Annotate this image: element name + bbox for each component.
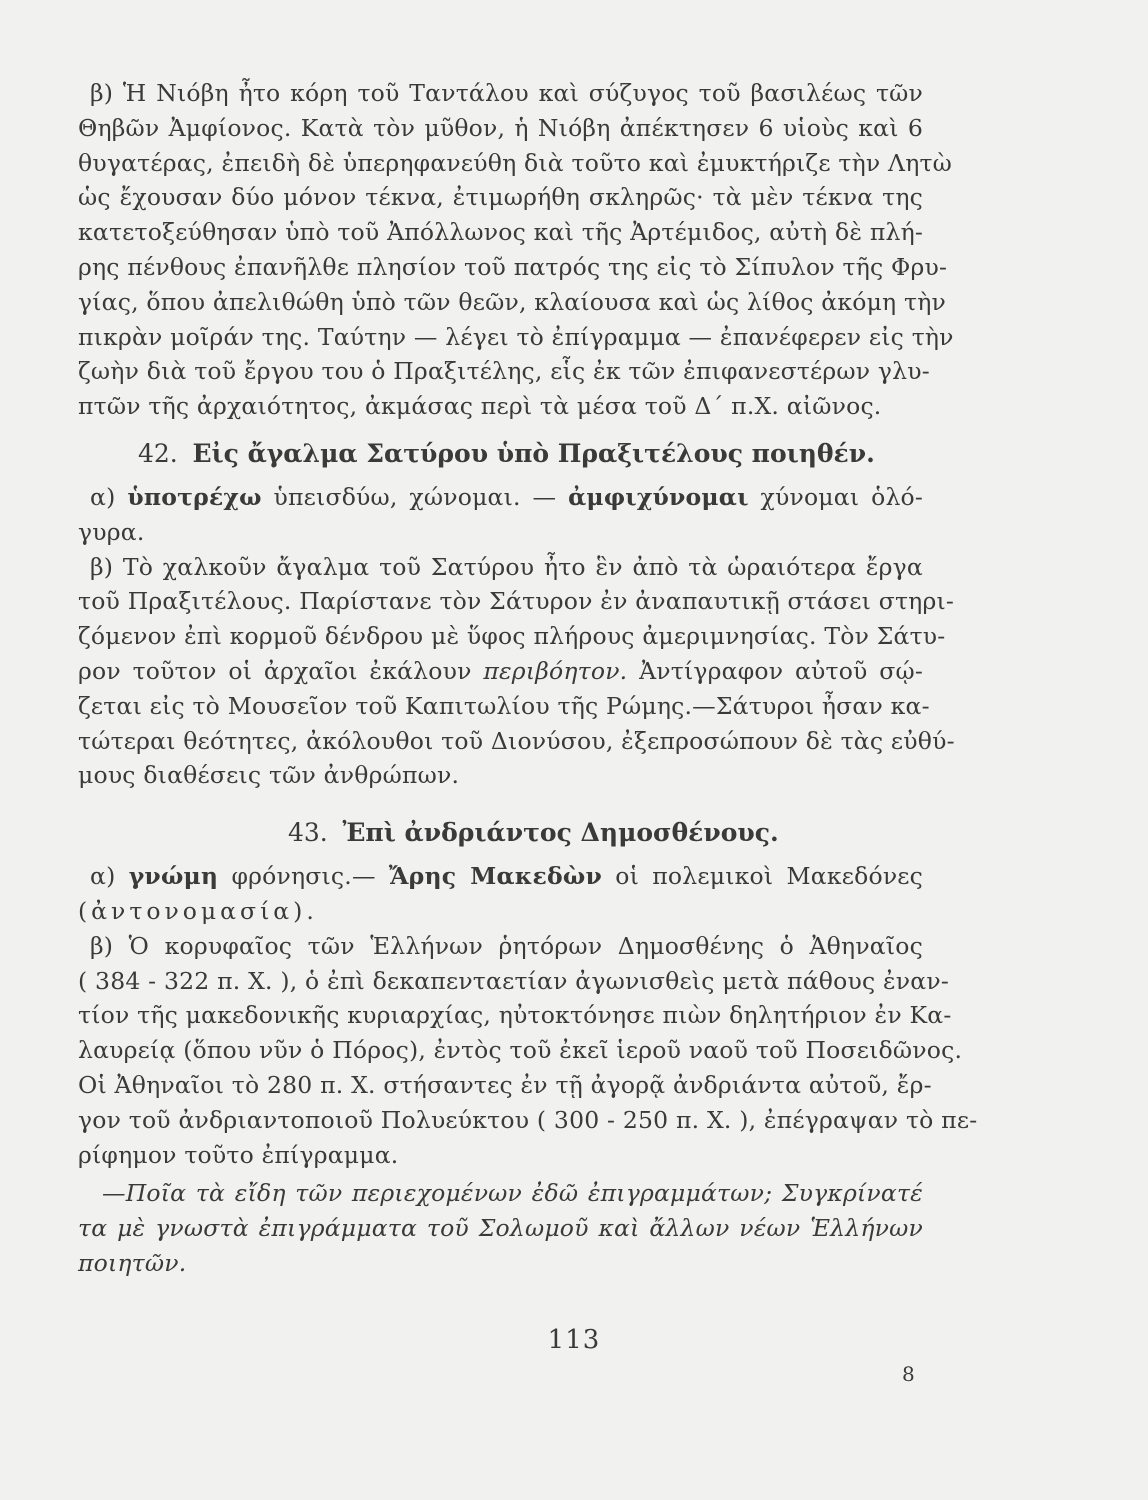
text-fragment: ρον τοῦτον οἱ ἀρχαῖοι ἐκάλουν (78, 656, 472, 685)
text-line: πικρὰν μοῖράν της. Ταύτην — λέγει τὸ ἐπίγραμμα — ἐπανέφερεν εἰς τὴν (78, 322, 954, 351)
text-line: μους διαθέσεις τῶν ἀνθρώπων. (78, 761, 460, 790)
glossary-term: Ἄρης Μακεδὼν (388, 862, 602, 891)
section-title: Εἰς ἄγαλμα Σατύρου ὑπὸ Πραξιτέλους ποιηθέν. (192, 438, 875, 468)
question-line: —Ποῖα τὰ εἴδη τῶν περιεχομένων ἐδῶ ἐπιγραμμάτων; Συγκρίνατέ (102, 1179, 923, 1208)
text-line: ζεται εἰς τὸ Μουσεῖον τοῦ Καπιτωλίου τῆς Ρώμης.—Σάτυροι ἦσαν κα- (78, 691, 930, 720)
glossary-term: γνώμη (128, 862, 219, 891)
glossary-term: ἀμφιχύνομαι (568, 482, 749, 511)
text-line: Θηβῶν Ἀμφίονος. Κατὰ τὸν μῦθον, ἡ Νιόβη ἀπέκτησεν 6 υἱοὺς καὶ 6 (78, 113, 923, 142)
glossary-definition: χύνομαι ὁλό- (760, 482, 924, 511)
section-title: Ἐπὶ ἀνδριάντος Δημοσθένους. (342, 818, 779, 848)
glossary-term: ὑποτρέχω (127, 482, 262, 511)
question-line: τα μὲ γνωστὰ ἐπιγράμματα τοῦ Σολωμοῦ καὶ ἄλλων νέων Ἑλλήνων (78, 1214, 923, 1243)
item-prefix: α) (90, 862, 116, 891)
text-line: γον τοῦ ἀνδριαντοποιοῦ Πολυεύκτου ( 300 - 250 π. Χ. ), ἐπέγραψαν τὸ πε- (78, 1105, 978, 1134)
glossary-definition: οἱ πολεμικοὶ Μακεδόνες (615, 862, 924, 891)
text-line: ρης πένθους ἐπανῆλθε πλησίον τοῦ πατρός της εἰς τὸ Σίπυλον τῆς Φρυ- (78, 252, 948, 281)
text-line: β) Ὁ κορυφαῖος τῶν Ἑλλήνων ῥητόρων Δημοσθένης ὁ Ἀθηναῖος (90, 931, 923, 960)
text-line: τοῦ Πραξιτέλους. Παρίστανε τὸν Σάτυρον ἐν ἀναπαυτικῇ στάσει στηρι- (78, 587, 955, 616)
text-line: ρίφημον τοῦτο ἐπίγραμμα. (78, 1140, 399, 1169)
text-line: Οἱ Ἀθηναῖοι τὸ 280 π. Χ. στήσαντες ἐν τῇ ἀγορᾷ ἀνδριάντα αὐτοῦ, ἔρ- (78, 1070, 932, 1099)
signature-mark: 8 (902, 1362, 915, 1386)
page-number: 113 (547, 1325, 601, 1355)
text-line: ὡς ἔχουσαν δύο μόνον τέκνα, ἐτιμωρήθη σκληρῶς· τὰ μὲν τέκνα της (78, 183, 923, 212)
page-body (78, 76, 978, 1281)
text-line: ( 384 - 322 π. Χ. ), ὁ ἐπὶ δεκαπενταετίαν ἀγωνισθεὶς μετὰ πάθους ἐναν- (78, 966, 949, 995)
glossary-line (78, 480, 923, 515)
glossary-line: γυρα. (78, 517, 145, 546)
section-heading-42 (78, 428, 923, 480)
glossary-line: (ἀντονομασία). (78, 896, 318, 925)
text-line (78, 654, 923, 689)
text-line: θυγατέρας, ἐπειδὴ δὲ ὑπερηφανεύθη διὰ τοῦτο καὶ ἐμυκτήριζε τὴν Λητὼ (78, 148, 953, 177)
text-line: κατετοξεύθησαν ὑπὸ τοῦ Ἀπόλλωνος καὶ τῆς Ἀρτέμιδος, αὐτὴ δὲ πλή- (78, 218, 923, 247)
text-line: β) Τὸ χαλκοῦν ἄγαλμα τοῦ Σατύρου ἦτο ἓν ἀπὸ τὰ ὡραιότερα ἔργα (90, 552, 923, 581)
glossary-definition: ὑπεισδύω, χώνομαι. — (273, 482, 557, 511)
item-prefix: α) (90, 482, 116, 511)
section-heading-43 (78, 807, 923, 859)
text-fragment: Ἀντίγραφον αὐτοῦ σῴ- (639, 656, 924, 685)
text-line: λαυρείᾳ (ὅπου νῦν ὁ Πόρος), ἐντὸς τοῦ ἐκεῖ ἱεροῦ ναοῦ τοῦ Ποσειδῶνος. (78, 1036, 963, 1065)
text-line: β) Ἡ Νιόβη ἦτο κόρη τοῦ Ταντάλου καὶ σύζυγος τοῦ βασιλέως τῶν (90, 79, 923, 107)
section-number: 43. (288, 818, 328, 848)
text-line: τίον τῆς μακεδονικῆς κυριαρχίας, ηὐτοκτόνησε πιὼν δηλητήριον ἐν Κα- (78, 1001, 952, 1030)
text-line: γίας, ὅπου ἀπελιθώθη ὑπὸ τῶν θεῶν, κλαίουσα καὶ ὡς λίθος ἀκόμη τὴν (78, 287, 946, 316)
italic-term: περιβόητον. (483, 656, 628, 685)
text-line: ζόμενον ἐπὶ κορμοῦ δένδρου μὲ ὕφος πλήρους ἀμεριμνησίας. Τὸν Σάτυ- (78, 622, 946, 651)
text-line: τώτεραι θεότητες, ἀκόλουθοι τοῦ Διονύσου, ἐξεπροσώπουν δὲ τὰς εὐθύ- (78, 726, 955, 755)
question-line: ποιητῶν. (78, 1248, 187, 1277)
text-line: πτῶν τῆς ἀρχαιότητος, ἀκμάσας περὶ τὰ μέσα τοῦ Δ´ π.Χ. αἰῶνος. (78, 392, 882, 421)
text-line: ζωὴν διὰ τοῦ ἔργου του ὁ Πραξιτέλης, εἷς ἐκ τῶν ἐπιφανεστέρων γλυ- (78, 357, 930, 386)
section-number: 42. (138, 438, 178, 468)
glossary-line (78, 859, 923, 894)
glossary-definition: φρόνησις.— (231, 862, 376, 891)
